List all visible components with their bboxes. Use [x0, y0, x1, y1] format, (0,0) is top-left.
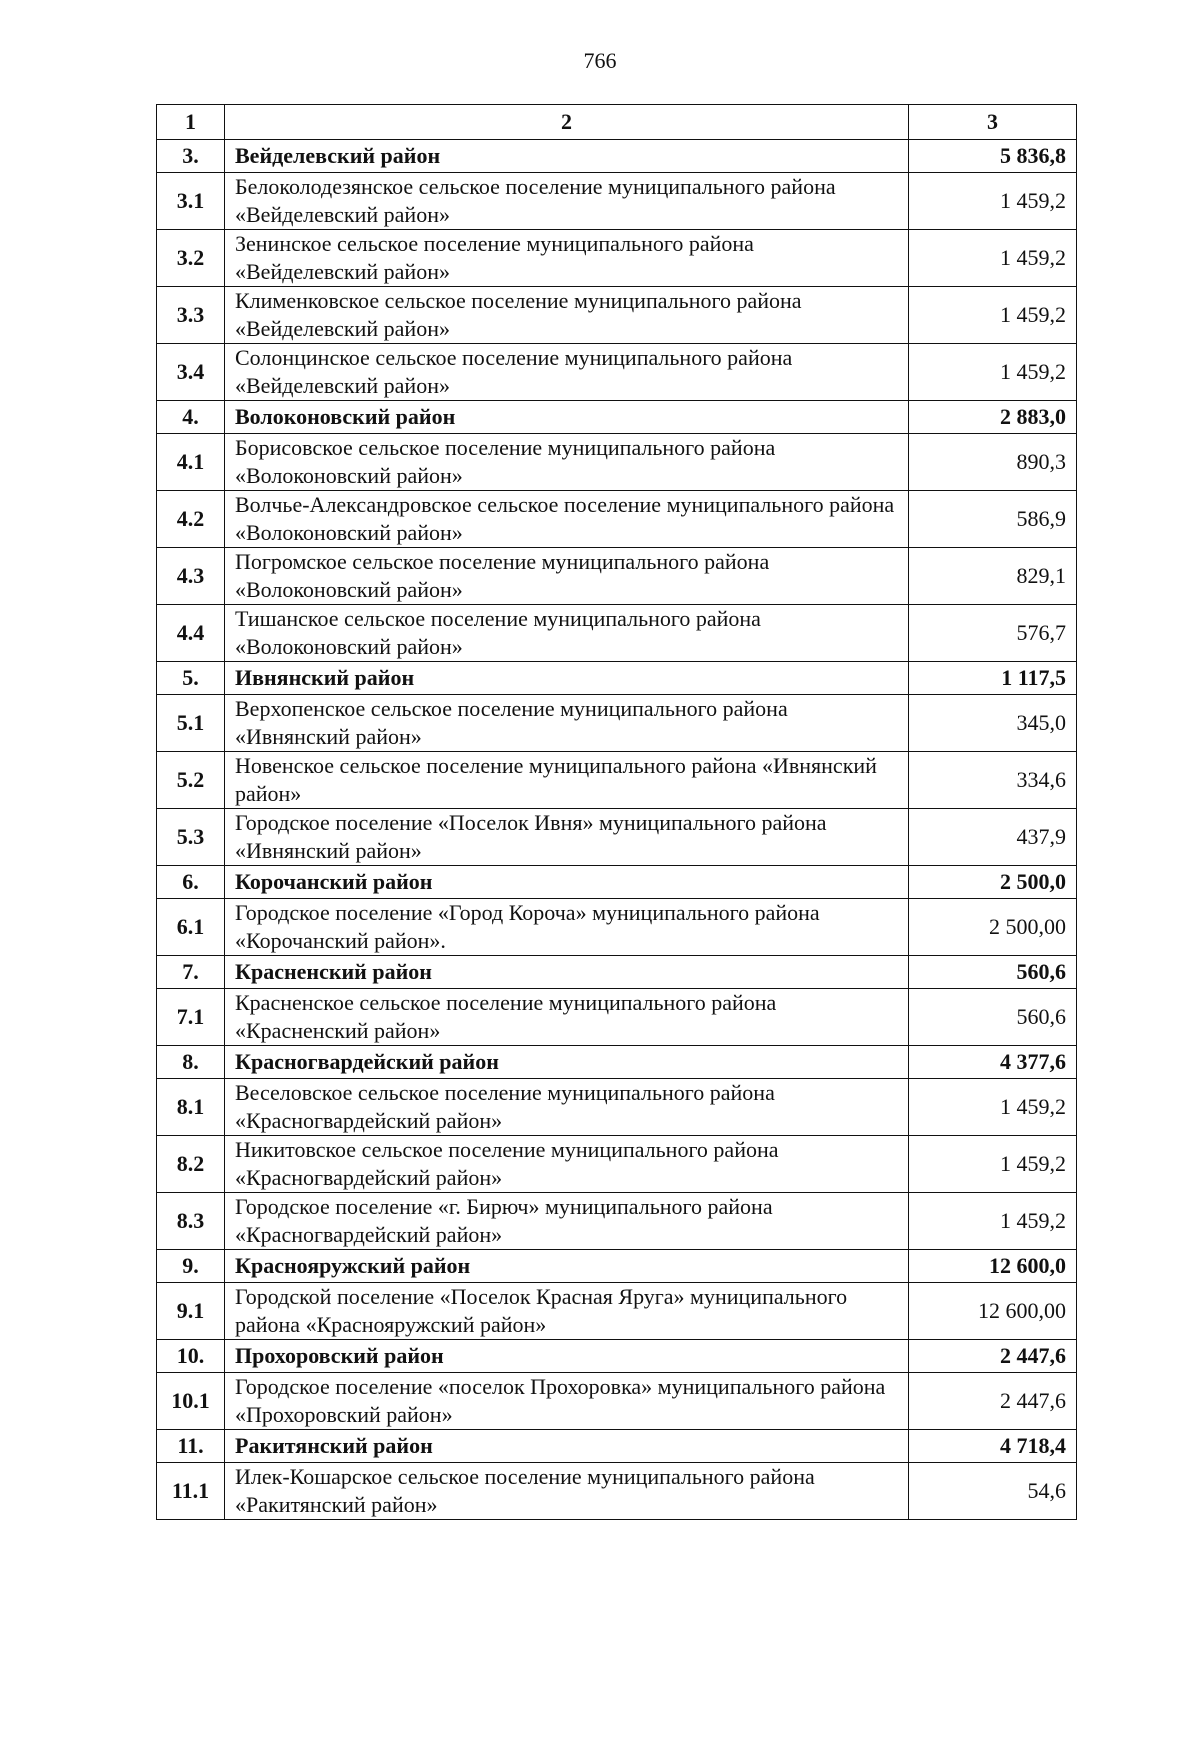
row-name-cell: Погромское сельское поселение муниципального района «Волоконовский район»: [225, 548, 909, 605]
settlement-row: [157, 752, 1077, 809]
row-name-cell: Красненское сельское поселение муниципального района «Красненский район»: [225, 989, 909, 1046]
district-row: [157, 1250, 1077, 1283]
row-name-cell: Ракитянский район: [225, 1430, 909, 1463]
row-number-cell: 8.: [157, 1046, 225, 1079]
settlement-row: [157, 899, 1077, 956]
row-number-cell: 8.2: [157, 1136, 225, 1193]
district-row: [157, 140, 1077, 173]
row-name-cell: Новенское сельское поселение муниципального района «Ивнянский район»: [225, 752, 909, 809]
row-value-cell: 560,6: [909, 956, 1077, 989]
row-number-cell: 5.1: [157, 695, 225, 752]
row-number-cell: 5.2: [157, 752, 225, 809]
row-number-cell: 7.: [157, 956, 225, 989]
row-name-cell: Красногвардейский район: [225, 1046, 909, 1079]
row-name-cell: Белоколодезянское сельское поселение муниципального района «Вейделевский район»: [225, 173, 909, 230]
row-number-cell: 4.2: [157, 491, 225, 548]
row-number-cell: 9.: [157, 1250, 225, 1283]
settlement-row: [157, 230, 1077, 287]
settlement-row: [157, 989, 1077, 1046]
district-row: [157, 866, 1077, 899]
row-value-cell: 54,6: [909, 1463, 1077, 1520]
row-number-cell: 3.: [157, 140, 225, 173]
settlement-row: [157, 548, 1077, 605]
row-name-cell: Городское поселение «поселок Прохоровка» муниципального района «Прохоровский район»: [225, 1373, 909, 1430]
settlement-row: [157, 809, 1077, 866]
settlement-row: [157, 287, 1077, 344]
row-name-cell: Прохоровский район: [225, 1340, 909, 1373]
settlement-row: [157, 695, 1077, 752]
settlement-row: [157, 1283, 1077, 1340]
row-value-cell: 1 459,2: [909, 344, 1077, 401]
row-value-cell: 1 459,2: [909, 1079, 1077, 1136]
row-value-cell: 345,0: [909, 695, 1077, 752]
row-number-cell: 11.: [157, 1430, 225, 1463]
row-number-cell: 3.3: [157, 287, 225, 344]
settlement-row: [157, 1463, 1077, 1520]
row-name-cell: Корочанский район: [225, 866, 909, 899]
settlement-row: [157, 434, 1077, 491]
row-number-cell: 3.2: [157, 230, 225, 287]
settlement-row: [157, 1079, 1077, 1136]
row-value-cell: 890,3: [909, 434, 1077, 491]
row-value-cell: 2 883,0: [909, 401, 1077, 434]
row-number-cell: 8.3: [157, 1193, 225, 1250]
settlement-row: [157, 1193, 1077, 1250]
row-name-cell: Солонцинское сельское поселение муниципального района «Вейделевский район»: [225, 344, 909, 401]
row-number-cell: 4.4: [157, 605, 225, 662]
row-value-cell: 2 447,6: [909, 1340, 1077, 1373]
settlement-row: [157, 491, 1077, 548]
row-number-cell: 11.1: [157, 1463, 225, 1520]
row-name-cell: Красненский район: [225, 956, 909, 989]
row-number-cell: 4.: [157, 401, 225, 434]
row-value-cell: 576,7: [909, 605, 1077, 662]
row-number-cell: 10.1: [157, 1373, 225, 1430]
row-number-cell: 10.: [157, 1340, 225, 1373]
row-name-cell: Верхопенское сельское поселение муниципального района «Ивнянский район»: [225, 695, 909, 752]
row-value-cell: 1 459,2: [909, 287, 1077, 344]
table-header-row: [157, 105, 1077, 140]
column-header-value: 3: [909, 105, 1077, 140]
district-row: [157, 1340, 1077, 1373]
row-name-cell: Борисовское сельское поселение муниципального района «Волоконовский район»: [225, 434, 909, 491]
row-number-cell: 3.4: [157, 344, 225, 401]
row-value-cell: 1 117,5: [909, 662, 1077, 695]
row-value-cell: 1 459,2: [909, 1193, 1077, 1250]
settlement-row: [157, 605, 1077, 662]
row-value-cell: 12 600,0: [909, 1250, 1077, 1283]
row-value-cell: 4 718,4: [909, 1430, 1077, 1463]
row-name-cell: Волоконовский район: [225, 401, 909, 434]
row-number-cell: 4.3: [157, 548, 225, 605]
row-number-cell: 5.: [157, 662, 225, 695]
row-value-cell: 2 447,6: [909, 1373, 1077, 1430]
row-name-cell: Никитовское сельское поселение муниципального района «Красногвардейский район»: [225, 1136, 909, 1193]
row-value-cell: 2 500,0: [909, 866, 1077, 899]
row-name-cell: Городское поселение «Поселок Ивня» муниципального района «Ивнянский район»: [225, 809, 909, 866]
row-value-cell: 560,6: [909, 989, 1077, 1046]
district-row: [157, 1430, 1077, 1463]
column-header-number: 1: [157, 105, 225, 140]
district-row: [157, 1046, 1077, 1079]
settlement-row: [157, 173, 1077, 230]
row-value-cell: 829,1: [909, 548, 1077, 605]
district-row: [157, 401, 1077, 434]
row-name-cell: Веселовское сельское поселение муниципального района «Красногвардейский район»: [225, 1079, 909, 1136]
row-name-cell: Илек-Кошарское сельское поселение муниципального района «Ракитянский район»: [225, 1463, 909, 1520]
row-name-cell: Городское поселение «г. Бирюч» муниципального района «Красногвардейский район»: [225, 1193, 909, 1250]
row-number-cell: 5.3: [157, 809, 225, 866]
row-name-cell: Зенинское сельское поселение муниципального района «Вейделевский район»: [225, 230, 909, 287]
row-value-cell: 586,9: [909, 491, 1077, 548]
row-name-cell: Волчье-Александровское сельское поселение муниципального района «Волоконовский район»: [225, 491, 909, 548]
settlement-row: [157, 344, 1077, 401]
row-name-cell: Вейделевский район: [225, 140, 909, 173]
row-value-cell: 1 459,2: [909, 1136, 1077, 1193]
row-value-cell: 1 459,2: [909, 173, 1077, 230]
row-number-cell: 7.1: [157, 989, 225, 1046]
row-name-cell: Городской поселение «Поселок Красная Яруга» муниципального района «Краснояружский район»: [225, 1283, 909, 1340]
row-name-cell: Городское поселение «Город Короча» муниципального района «Корочанский район».: [225, 899, 909, 956]
district-row: [157, 956, 1077, 989]
table-body: [157, 140, 1077, 1520]
row-value-cell: 12 600,00: [909, 1283, 1077, 1340]
row-value-cell: 1 459,2: [909, 230, 1077, 287]
row-number-cell: 6.1: [157, 899, 225, 956]
column-header-name: 2: [225, 105, 909, 140]
row-value-cell: 2 500,00: [909, 899, 1077, 956]
row-number-cell: 8.1: [157, 1079, 225, 1136]
page-number: 766: [583, 48, 617, 73]
district-row: [157, 662, 1077, 695]
allocation-table: [156, 104, 1077, 1520]
row-value-cell: 5 836,8: [909, 140, 1077, 173]
row-value-cell: 334,6: [909, 752, 1077, 809]
row-number-cell: 4.1: [157, 434, 225, 491]
settlement-row: [157, 1373, 1077, 1430]
row-number-cell: 6.: [157, 866, 225, 899]
row-number-cell: 9.1: [157, 1283, 225, 1340]
row-name-cell: Ивнянский район: [225, 662, 909, 695]
row-value-cell: 4 377,6: [909, 1046, 1077, 1079]
row-value-cell: 437,9: [909, 809, 1077, 866]
row-number-cell: 3.1: [157, 173, 225, 230]
row-name-cell: Клименковское сельское поселение муниципального района «Вейделевский район»: [225, 287, 909, 344]
settlement-row: [157, 1136, 1077, 1193]
row-name-cell: Краснояружский район: [225, 1250, 909, 1283]
row-name-cell: Тишанское сельское поселение муниципального района «Волоконовский район»: [225, 605, 909, 662]
